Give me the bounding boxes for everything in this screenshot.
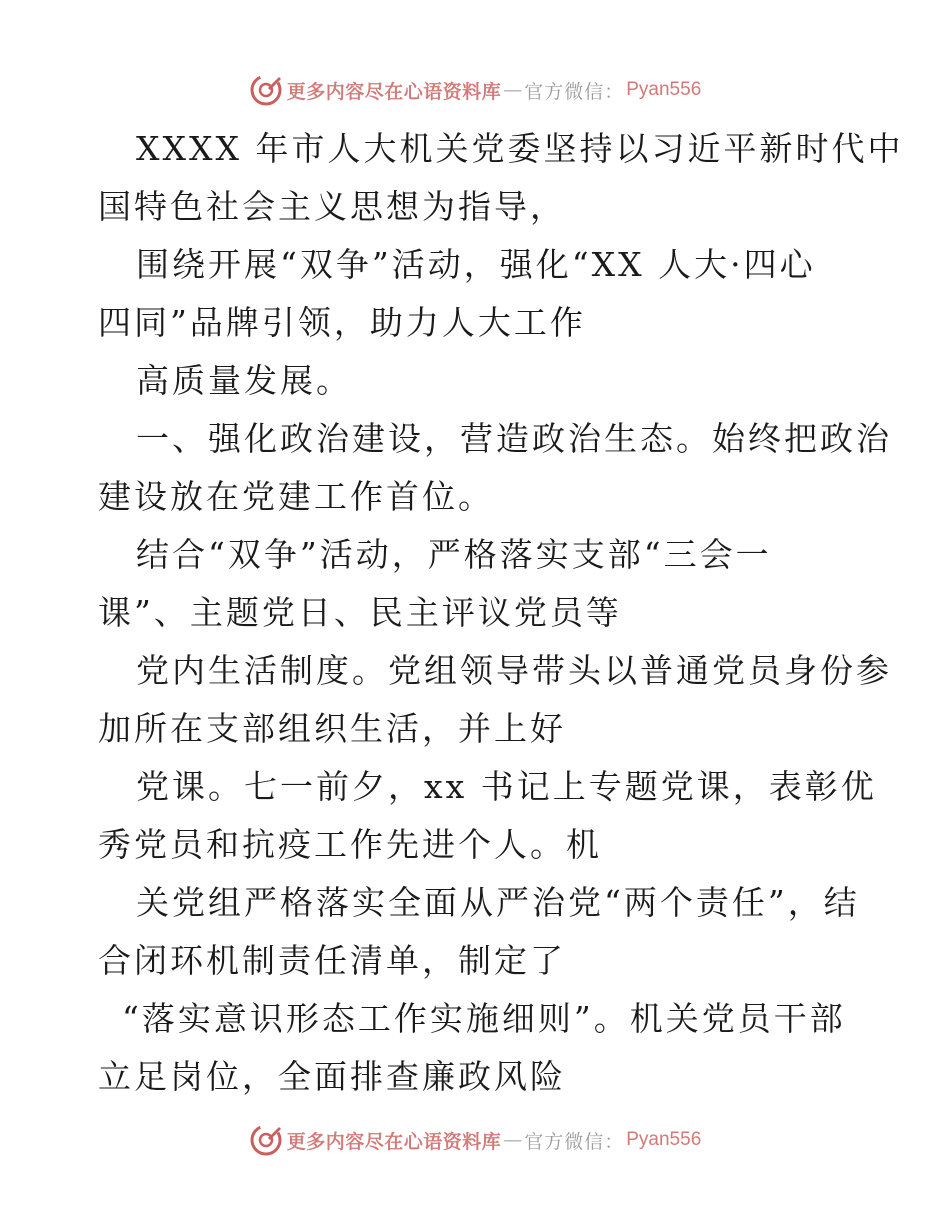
- watermark-account: Pyan556: [626, 79, 702, 100]
- text-line: “落实意识形态工作实施细则”。机关党员干部: [122, 999, 846, 1038]
- footer-watermark: [0, 1120, 950, 1160]
- text-line: 关党组严格落实全面从严治党“两个责任”，结: [136, 883, 860, 922]
- text-line: 一、强化政治建设，营造政治生态。始终把政治: [136, 419, 892, 458]
- brand-logo-icon: [249, 1123, 283, 1157]
- text-line: 合闭环机制责任清单，制定了: [98, 941, 566, 980]
- text-line: 课”、主题党日、民主评议党员等: [98, 593, 622, 632]
- text-line: 加所在支部组织生活，并上好: [98, 709, 566, 748]
- watermark-official-label: 官方微信：: [524, 80, 625, 103]
- text-line: 党课。七一前夕，xx 书记上专题党课，表彰优: [136, 767, 877, 806]
- text-line: 高质量发展。: [136, 361, 352, 400]
- text-line: 立足岗位，全面排查廉政风险: [98, 1057, 566, 1096]
- text-line: 建设放在党建工作首位。: [98, 477, 494, 516]
- text-line: XXXX 年市人大机关党委坚持以习近平新时代中: [136, 129, 904, 168]
- watermark-brand-text: 更多内容尽在心语资料库: [286, 80, 502, 103]
- brand-logo-icon: [249, 73, 283, 107]
- header-watermark: [0, 70, 950, 110]
- text-line: 党内生活制度。党组领导带头以普通党员身份参: [136, 651, 892, 690]
- text-line: 结合“双争”活动，严格落实支部“三会一: [136, 535, 772, 574]
- document-body: [98, 120, 904, 1106]
- text-line: 四同”品牌引领，助力人大工作: [98, 303, 586, 342]
- watermark-account: Pyan556: [626, 1129, 702, 1150]
- watermark-separator: —: [503, 1129, 523, 1151]
- text-line: 国特色社会主义思想为指导，: [98, 187, 566, 226]
- text-line: 围绕开展“双争”活动，强化“XX 人大·四心: [136, 245, 816, 284]
- watermark-separator: —: [503, 79, 523, 101]
- watermark-official-label: 官方微信：: [524, 1130, 625, 1153]
- text-line: 秀党员和抗疫工作先进个人。机: [98, 825, 602, 864]
- watermark-brand-text: 更多内容尽在心语资料库: [286, 1130, 502, 1153]
